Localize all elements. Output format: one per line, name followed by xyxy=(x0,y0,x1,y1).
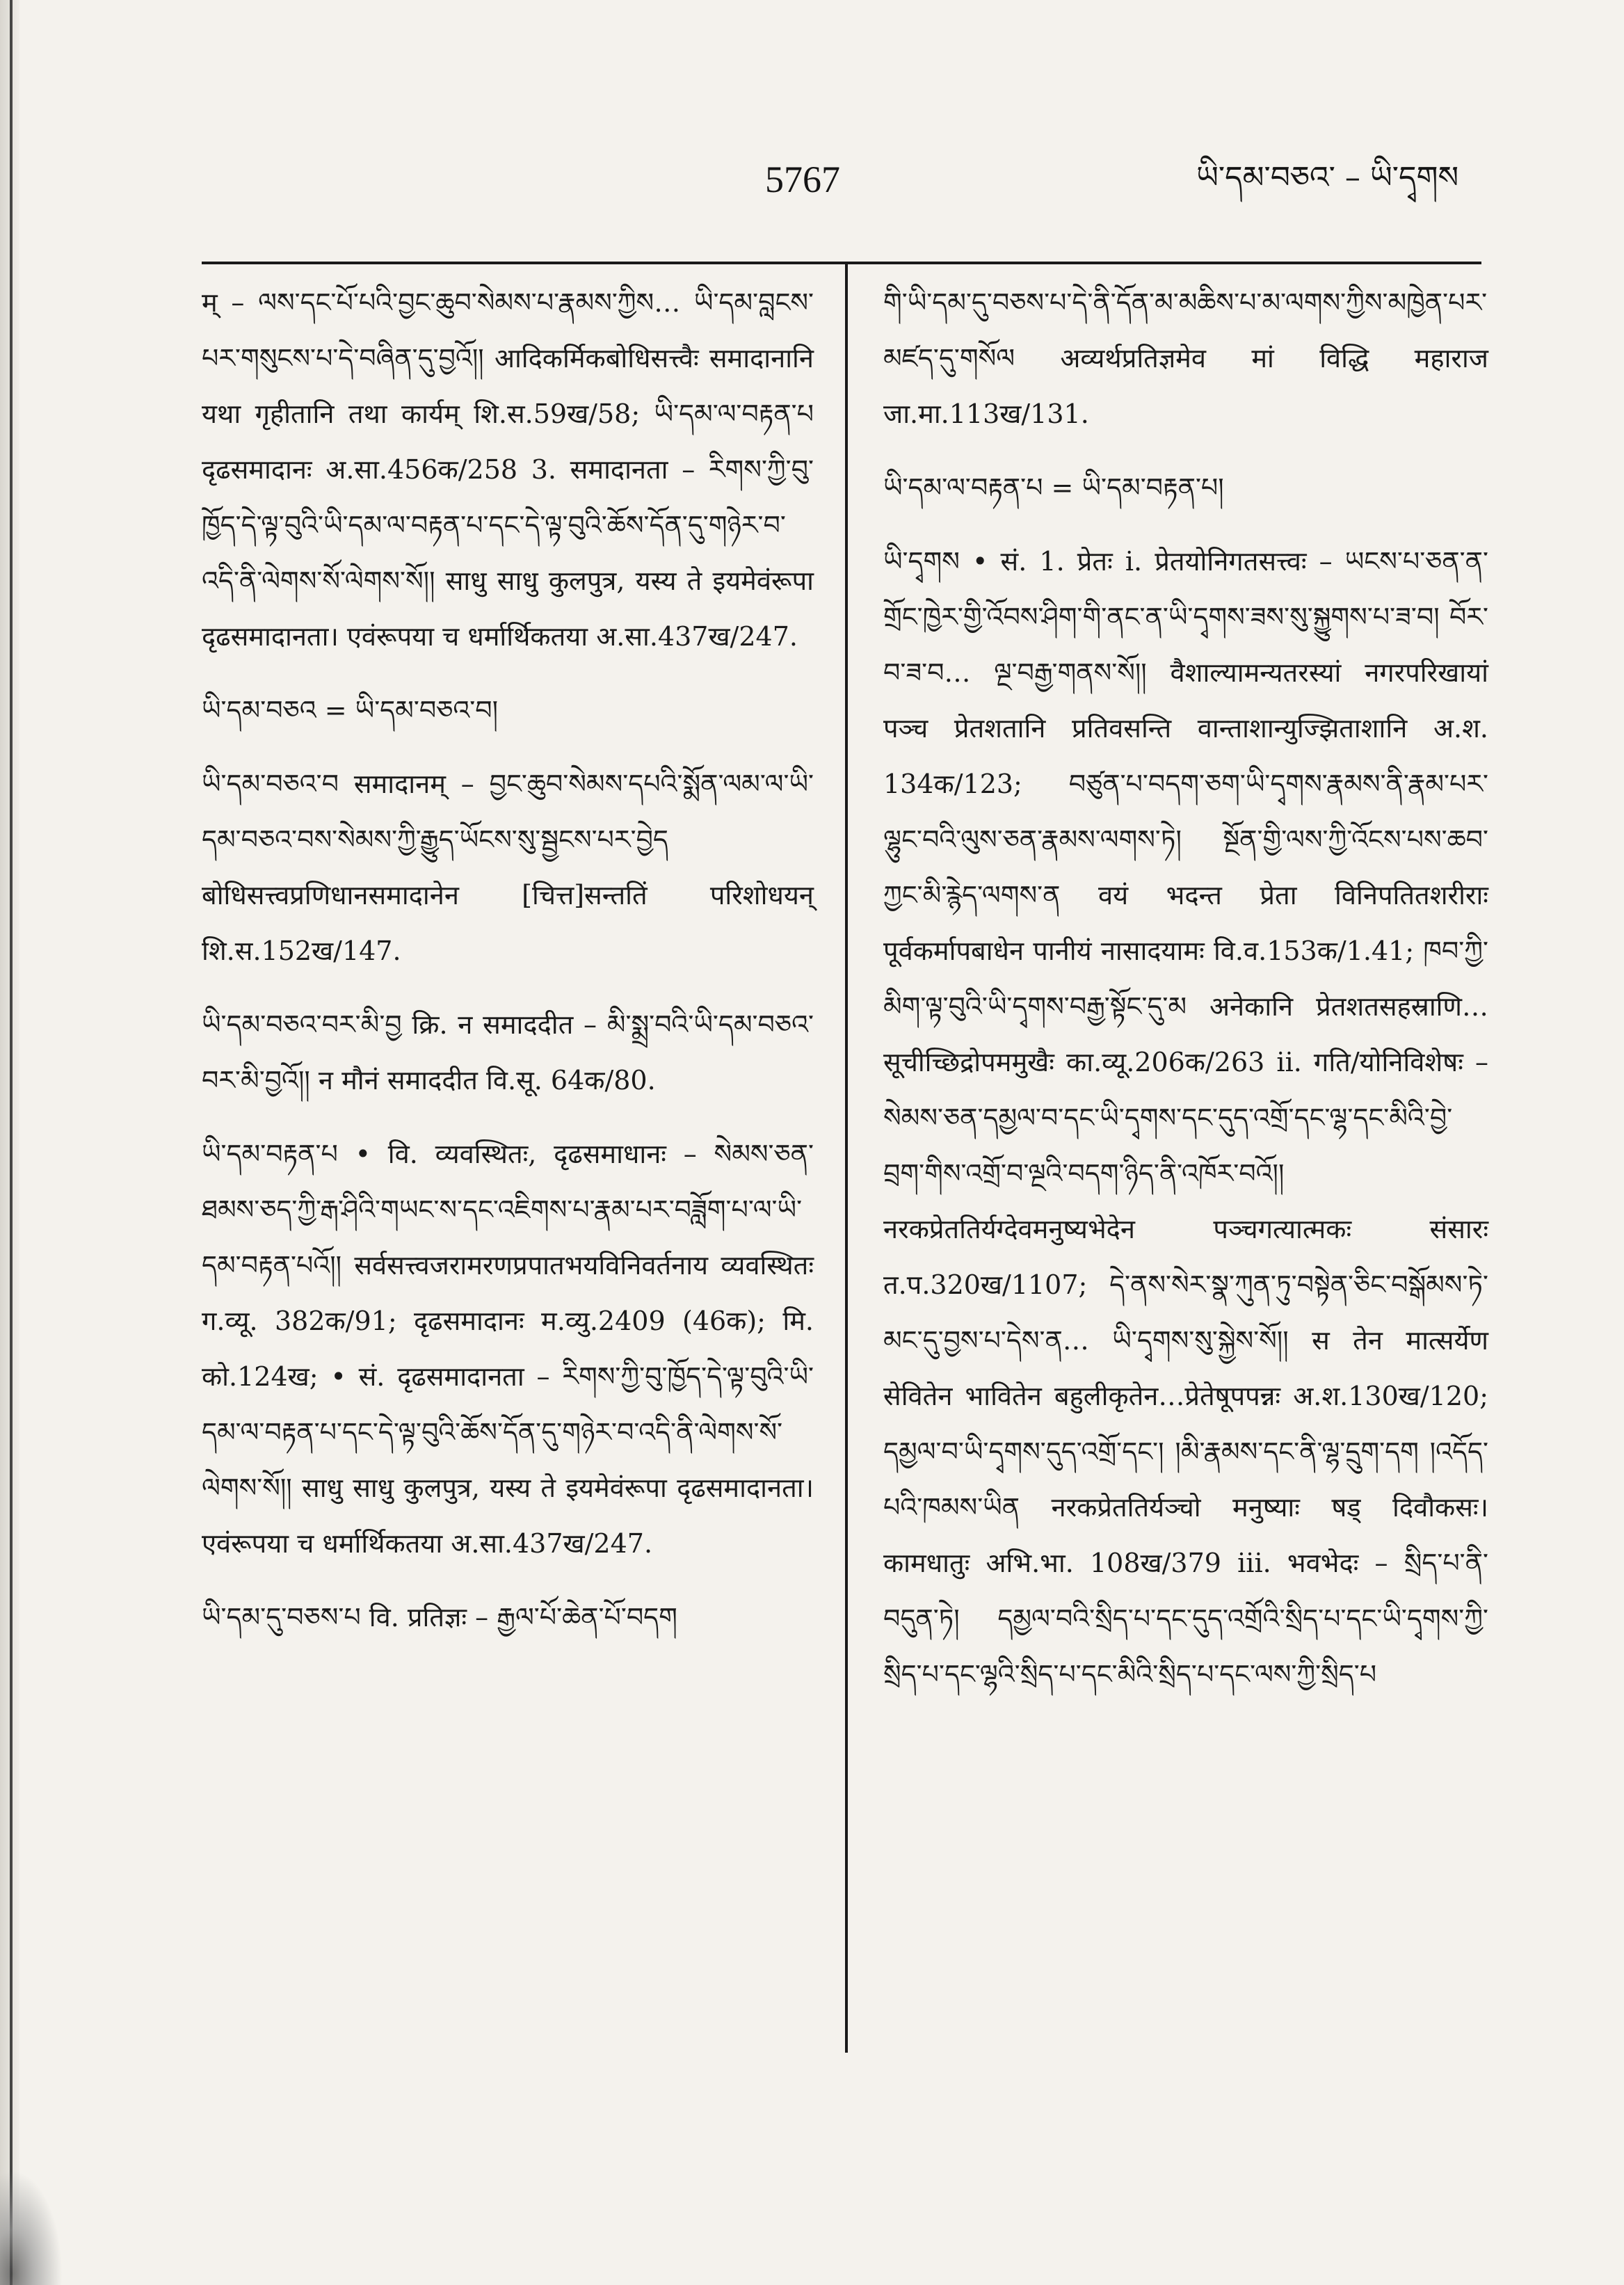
scan-smudge xyxy=(0,2170,63,2285)
dictionary-entry: ཡི་དམ་ལ་བརྟན་པ = ཡི་དམ་བརྟན་པ། xyxy=(883,472,1224,503)
dictionary-entry: ཡི་དམ་བཅའ་བ समादानम् – བྱང་ཆུབ་སེམས་དཔའི་སྨོན་ལམ་ལ་ཡི་དམ་བཅའ་བས་སེམས་ཀྱི་རྒྱུད་ཡོངས་སུ་སྦྱངས་པར་བྱེད बोधिसत्त्वप्रणिधानसमादानेन [चित्त]सन्ततिं परिशोधयन् शि.स.152ख/147. xyxy=(202,769,814,966)
page-number: 5767 xyxy=(765,159,840,200)
dictionary-entry: ཡི་དྭགས • सं. 1. प्रेतः i. प्रेतयोनिगतसत्त्वः – ཡངས་པ་ཅན་ན་གྲོང་ཁྱེར་གྱི་འོབས་ཤིག་གི་ནང་ན་ཡི་དྭགས་ཟས་སུ་སྐྱུགས་པ་ཟ་བ། བོར་བ་ཟ་བ… ལྔ་བརྒྱ་གནས་སོ།། वैशाल्यामन्यतरस्यां नगरपरिखायां पञ्च प्रेतशतानि प्रतिवसन्ति वान्ताशान्युज्झिताशानि अ.श. 134क/123; བཙུན་པ་བདག་ཅག་ཡི་དྭགས་རྣམས་ནི་རྣམ་པར་ལྷུང་བའི་ལུས་ཅན་རྣམས་ལགས་ཏེ། སྔོན་གྱི་ལས་ཀྱི་འོངས་པས་ཆབ་ཀྱང་མི་རྙེད་ལགས་ན वयं भदन्त प्रेता विनिपतितशरीराः पूर्वकर्मापबाधेन पानीयं नासादयामः वि.व.153क/1.41; ཁབ་ཀྱི་མིག་ལྟ་བུའི་ཡི་དྭགས་བརྒྱ་སྟོང་དུ་མ अनेकानि प्रेतशतसहस्राणि… सूचीच्छिद्रोपममुखैः का.व्यू.206क/263 ii. गति/योनिविशेषः – སེམས་ཅན་དམྱལ་བ་དང་ཡི་དྭགས་དང་དུད་འགྲོ་དང་ལྷ་དང་མིའི་བྱེ་བྲག་གིས་འགྲོ་བ་ལྔའི་བདག་ཉིད་ནི་འཁོར་བའོ།། नरकप्रेततिर्यग्देवमनुष्यभेदेन पञ्चगत्यात्मकः संसारः त.प.320ख/1107; དེ་ནས་སེར་སྣ་ཀུན་ཏུ་བསྟེན་ཅིང་བསྒོམས་ཏེ་མང་དུ་བྱས་པ་དེས་ན… ཡི་དྭགས་སུ་སྐྱེས་སོ།། स तेन मात्सर्येण सेवितेन भावितेन बहुलीकृतेन…प्रेतेषूपपन्नः अ.श.130ख/120; དམྱལ་བ་ཡི་དྭགས་དུད་འགྲོ་དང་། །མི་རྣམས་དང་ནི་ལྷ་དྲུག་དག །འདོད་པའི་ཁམས་ཡིན नरकप्रेततिर्यञ्चो मनुष्याः षड् दिवौकसः। कामधातुः अभि.भा. 108ख/379 iii. भवभेदः – སྲིད་པ་ནི་བདུན་ཏེ། དམྱལ་བའི་སྲིད་པ་དང་དུད་འགྲོའི་སྲིད་པ་དང་ཡི་དྭགས་ཀྱི་སྲིད་པ་དང་ལྷའི་སྲིད་པ་དང་མིའི་སྲིད་པ་དང་ལས་ཀྱི་སྲིད་པ xyxy=(883,546,1488,1690)
column-divider xyxy=(845,262,848,2053)
dictionary-entry: ཡི་དམ་བཅའ = ཡི་དམ་བཅའ་བ། xyxy=(202,695,499,725)
dictionary-entry: ཡི་དམ་བརྟན་པ • वि. व्यवस्थितः, दृढसमाधानः – སེམས་ཅན་ཐམས་ཅད་ཀྱི་རྒ་ཤིའི་གཡང་ས་དང་འཇིགས་པ་རྣམ་པར་བཟློག་པ་ལ་ཡི་དམ་བརྟན་པའོ།། सर्वसत्त्वजरामरणप्रपातभयविनिवर्तनाय व्यवस्थितः ग.व्यू. 382क/91; दृढसमादानः म.व्यु.2409 (46क); मि. को.124ख; • सं. दृढसमादानता – རིགས་ཀྱི་བུ་ཁྱོད་དེ་ལྟ་བུའི་ཡི་དམ་ལ་བརྟན་པ་དང་དེ་ལྟ་བུའི་ཆོས་དོན་དུ་གཉེར་བ་འདི་ནི་ལེགས་སོ་ལེགས་སོ།། साधु साधु कुलपुत्र, यस्य ते इयमेवंरूपा दृढसमादानता। एवंरूपया च धर्मार्थिकतया अ.सा.437ख/247. xyxy=(202,1139,814,1559)
running-head: ཡི་དམ་བཅའ་ – ཡི་དྭགས xyxy=(1196,160,1459,195)
dictionary-entry: म् – ལས་དང་པོ་པའི་བྱང་ཆུབ་སེམས་པ་རྣམས་ཀྱིས… ཡི་དམ་བླངས་པར་གསུངས་པ་དེ་བཞིན་དུ་བྱའོ།། आदिकर्मिकबोधिसत्त्वैः समादानानि यथा गृहीतानि तथा कार्यम् शि.स.59ख/58; ཡི་དམ་ལ་བརྟན་པ दृढसमादानः अ.सा.456क/258 3. समादानता – རིགས་ཀྱི་བུ་ཁྱོད་དེ་ལྟ་བུའི་ཡི་དམ་ལ་བརྟན་པ་དང་དེ་ལྟ་བུའི་ཆོས་དོན་དུ་གཉེར་བ་འདི་ནི་ལེགས་སོ་ལེགས་སོ།། साधु साधु कुलपुत्र, यस्य ते इयमेवंरूपा दृढसमादानता। एवंरूपया च धर्मार्थिकतया अ.सा.437ख/247. xyxy=(202,287,814,652)
dictionary-entry: ཡི་དམ་བཅའ་བར་མི་བྱ क्रि. न समाददीत – མི་སྨྲ་བའི་ཡི་དམ་བཅའ་བར་མི་བྱའོ།། न मौनं समाददीत वि.सू. 64क/80. xyxy=(202,1009,814,1096)
binding-line xyxy=(10,0,13,2285)
right-column xyxy=(883,275,1488,1720)
dictionary-entry: གི་ཡི་དམ་དུ་བཅས་པ་དེ་ནི་དོན་མ་མཆིས་པ་མ་ལགས་ཀྱིས་མཁྱེན་པར་མཛད་དུ་གསོལ अव्यर्थप्रतिज्ञमेव मां विद्धि महाराज जा.मा.113ख/131. xyxy=(883,287,1488,429)
dictionary-entry: ཡི་དམ་དུ་བཅས་པ वि. प्रतिज्ञः – རྒྱལ་པོ་ཆེན་པོ་བདག xyxy=(202,1602,677,1633)
left-column xyxy=(202,275,814,1663)
header-rule xyxy=(202,262,1481,264)
